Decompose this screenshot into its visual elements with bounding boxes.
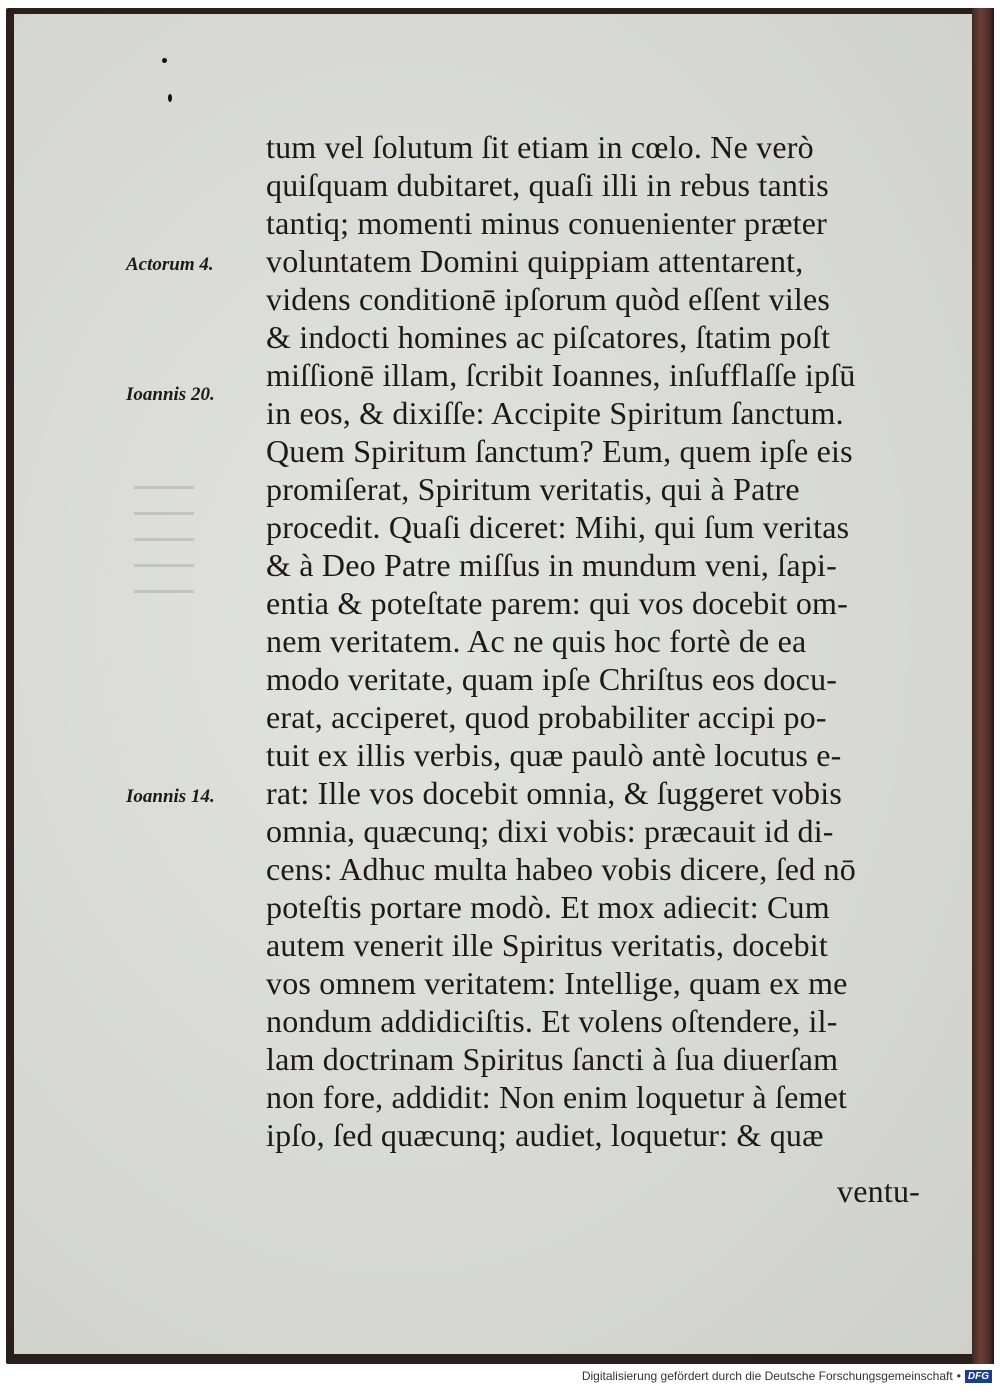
text-line: nondum addidiciſtis. Et volens oſtendere, il- bbox=[266, 1003, 838, 1039]
credit-text: Digitalisierung gefördert durch die Deutsche Forschungsgemeinschaft bbox=[581, 1369, 953, 1383]
text-line: nem veritatem. Ac ne quis hoc fortè de ea bbox=[266, 623, 807, 659]
text-line: non fore, addidit: Non enim loquetur à ſemet bbox=[266, 1079, 848, 1115]
margin-note-ioannis-20: Ioannis 20. bbox=[126, 384, 215, 405]
text-line: ipſo, ſed quæcunq; audiet, loquetur: & quæ bbox=[266, 1117, 824, 1153]
digitization-credit bbox=[582, 1369, 992, 1383]
text-line: tuit ex illis verbis, quæ paulò antè locutus e- bbox=[266, 737, 842, 773]
margin-note-ioannis-14: Ioannis 14. bbox=[126, 786, 215, 807]
show-through-text bbox=[134, 476, 194, 606]
text-line: modo veritate, quam ipſe Chriſtus eos docu- bbox=[266, 661, 838, 697]
book-spine bbox=[972, 8, 994, 1364]
text-line: tantiq; momenti minus conuenienter præter bbox=[266, 205, 827, 241]
text-line: autem venerit ille Spiritus veritatis, docebit bbox=[266, 927, 828, 963]
text-line: videns conditionē ipſorum quòd eſſent viles bbox=[266, 281, 831, 317]
separator-dot: • bbox=[956, 1369, 961, 1383]
dfg-logo: DFG bbox=[965, 1370, 992, 1383]
ink-speck bbox=[162, 58, 167, 63]
text-line: erat, acciperet, quod probabiliter accipi po- bbox=[266, 699, 827, 735]
ink-speck bbox=[168, 94, 172, 102]
text-line: lam doctrinam Spiritus ſancti à ſua diuerſam bbox=[266, 1041, 839, 1077]
text-line: quiſquam dubitaret, quaſi illi in rebus tantis bbox=[266, 167, 829, 203]
catchword: ventu- bbox=[837, 1173, 920, 1209]
text-line: rat: Ille vos docebit omnia, & ſuggeret vobis bbox=[266, 775, 842, 811]
text-line: entia & poteſtate parem: qui vos docebit om- bbox=[266, 585, 848, 621]
text-line: vos omnem veritatem: Intellige, quam ex me bbox=[266, 965, 848, 1001]
text-line: cens: Adhuc multa habeo vobis dicere, ſed nō bbox=[266, 851, 856, 887]
text-line: & à Deo Patre miſſus in mundum veni, ſapi- bbox=[266, 547, 837, 583]
margin-note-actorum: Actorum 4. bbox=[126, 254, 214, 275]
text-line: procedit. Quaſi diceret: Mihi, qui ſum veritas bbox=[266, 509, 850, 545]
text-line: tum vel ſolutum ſit etiam in cœlo. Ne verò bbox=[266, 129, 814, 165]
text-line: Quem Spiritum ſanctum? Eum, quem ipſe eis bbox=[266, 433, 853, 469]
text-line: poteſtis portare modò. Et mox adiecit: Cum bbox=[266, 889, 830, 925]
text-line: & indocti homines ac piſcatores, ſtatim poſt bbox=[266, 319, 831, 355]
text-line: miſſionē illam, ſcribit Ioannes, inſufflaſſe ipſū bbox=[266, 357, 856, 393]
text-line: omnia, quæcunq; dixi vobis: præcauit id di- bbox=[266, 813, 834, 849]
text-line: promiſerat, Spiritum veritatis, qui à Patre bbox=[266, 471, 800, 507]
text-line: voluntatem Domini quippiam attentarent, bbox=[266, 243, 804, 279]
text-line: in eos, & dixiſſe: Accipite Spiritum ſanctum. bbox=[266, 395, 844, 431]
